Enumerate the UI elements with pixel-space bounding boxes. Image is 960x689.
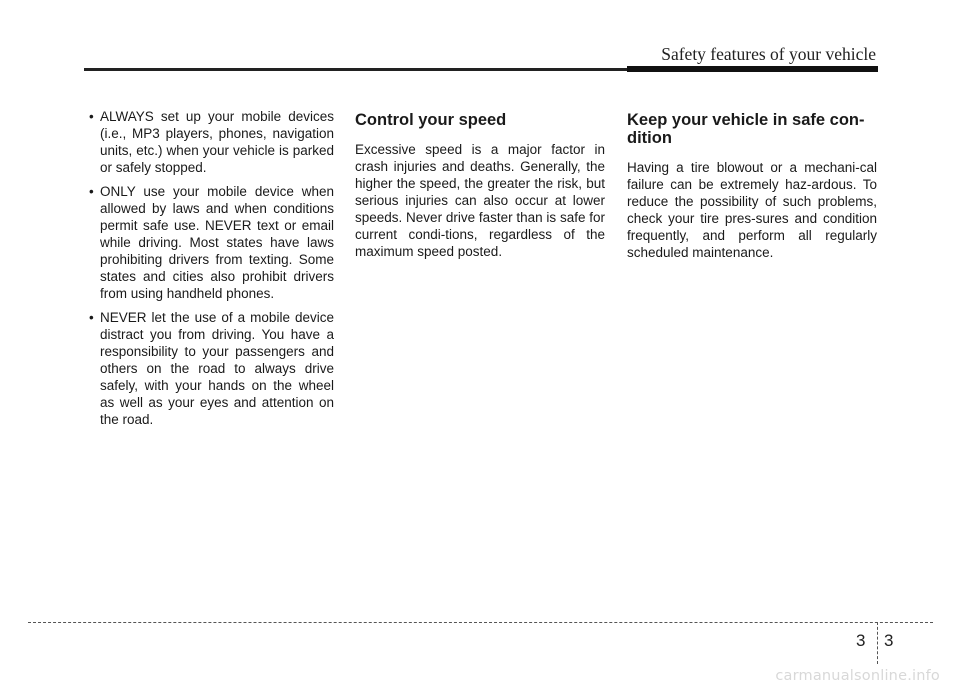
bullet-text: ONLY use your mobile device when allowed by laws and when conditions permit safe use. NEVER text or email while driving. Most states have laws prohibiting drivers from texting. Some states and cities also prohibit drivers from using handheld phones.: [100, 184, 334, 301]
bullet-list: [84, 108, 334, 428]
bullet-dot: •: [89, 109, 94, 124]
bullet-item: [84, 108, 334, 176]
section-heading: Control your speed: [355, 111, 507, 129]
page-number: 3: [884, 631, 894, 650]
section-body: Having a tire blowout or a mechani-cal failure can be extremely haz-ardous. To reduce the possibility of such problems, check your tire pres-sures and condition frequently, and perform all regularly scheduled maintenance.: [627, 160, 877, 260]
bullet-item: [84, 183, 334, 302]
watermark: carmanualsonline.info: [775, 668, 940, 684]
bullet-item: [84, 309, 334, 428]
section-heading: Keep your vehicle in safe con-dition: [627, 111, 865, 147]
chapter-number: 3: [856, 631, 866, 650]
section-body: Excessive speed is a major factor in crash injuries and deaths. Generally, the higher the speed, the greater the risk, but serious injuries can also occur at lower speeds. Never drive faster than is safe for current condi-tions, regardless of the maximum speed posted.: [355, 142, 605, 259]
bullet-dot: •: [89, 184, 94, 199]
page-header-title: Safety features of your vehicle: [661, 44, 876, 64]
page-number-divider: [877, 622, 878, 664]
column-mobile-device-warnings: [84, 108, 334, 435]
column-safe-condition: [627, 108, 877, 261]
bullet-text: ALWAYS set up your mobile devices (i.e., MP3 players, phones, navigation units, etc.) when your vehicle is parked or safely stopped.: [100, 109, 334, 175]
bullet-text: NEVER let the use of a mobile device distract you from driving. You have a responsibility to your passengers and others on the road to always drive safely, with your hands on the wheel as well as your eyes and attention on the road.: [100, 310, 334, 427]
header-rule-accent: [627, 66, 878, 72]
column-control-speed: [355, 108, 605, 260]
footer-rule: [28, 622, 933, 623]
bullet-dot: •: [89, 310, 94, 325]
